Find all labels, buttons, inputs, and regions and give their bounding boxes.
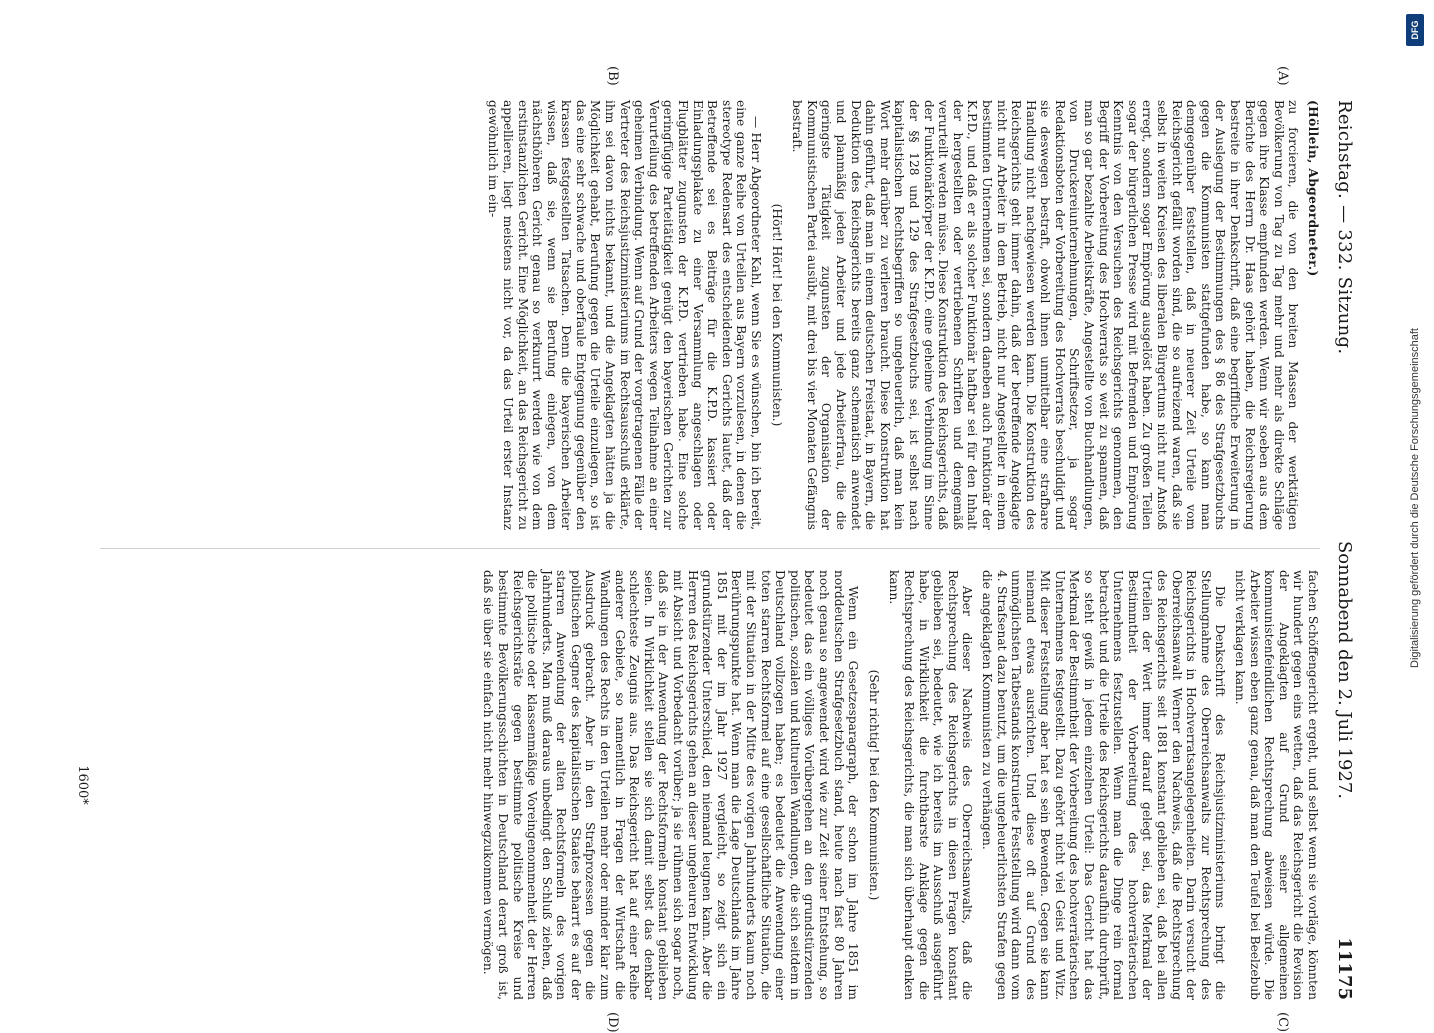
right-interjection: (Sehr richtig! bei den Kommunisten.) <box>866 669 881 901</box>
left-paragraph-2: — Herr Abgeordneter Kahl, wenn Sie es wünschen, bin ich bereit, eine ganze Reihe von Urteilen aus Bayern vorzulesen, in denen die stereotype Redensart des entscheidenden Gerichts lautet, daß der Betreffende sei es Beiträge für die K.P.D. kassiert oder Einladungsplakate zu einer Versammlung angeschlagen oder Flugblätter zugunsten der K.P.D. vertrieben habe. Eine solche geringfügige Parteitätigkeit genügt den bayerischen Gerichten zur Verurteilung des betreffenden Arbeiters wegen Teilnahme an einer geheimen Verbindung. Wenn auf Grund der vorgetragenen Fälle der Vertreter des Reichsjustizministeriums im Rechtsausschuß erklärte, ihm sei davon nichts bekannt, und die Angeklagten hätten ja die Möglichkeit gehabt, Berufung gegen die Urteile einzulegen, so ist das eine sehr schwache und oberfaule Entgegnung gegenüber den krassen festgestellten Tatsachen. Denn die bayerischen Arbeiter wissen, daß sie, wenn sie Berufung einlegen, von dem nächsthöheren Gericht genau so verknurrt werden wie von dem erstinstanzlichen Gericht. Eine Möglichkeit, an das Reichsgericht zu appellieren, liegt meistens nicht vor, da das Urteil erster Instanz gewöhnlich im ein- <box>486 100 764 530</box>
margin-letter-d: (D) <box>605 1012 620 1033</box>
margin-letter-b: (B) <box>605 66 620 86</box>
column-divider <box>100 548 1320 549</box>
margin-letter-c: (C) <box>1275 1012 1290 1033</box>
right-paragraph-2: Die Denkschrift des Reichsjustizministeriums bringt die Stellungnahme des Oberreichsanwalts zur Rechtsprechung des Reichsgerichts in Hochverratsangelegenheiten. Darin versucht der Oberreichsanwalt Werner den Nachweis, daß die Rechtsprechung des Reichsgerichts seit 1881 konstant geblieben sei, daß bei allen Urteilen der Wert immer darauf gelegt sei, das Merkmal der Bestimmtheit der Vorbereitung des hochverräterischen Unternehmens festzustellen. Wenn man die Dinge rein formal betrachtet und die Urteile des Reichsgerichts daraufhin durchprüft, so steht gewiß in jedem einzelnen Urteil: Das Gericht hat das Merkmal der Bestimmtheit der Vorbereitung des hochverräterischen Unternehmens festgestellt. Dazu gehört nicht viel Geist und Witz. Mit dieser Feststellung aber hat es sein Bewenden. Gegen sie kann niemand etwas ausrichten. Und diese oft auf Grund des unmöglichsten Tatbestands konstruierte Feststellung wird dann vom 4. Strafsenat dazu benutzt, um die ungeheuerlichsten Strafen gegen die angeklagten Kommunisten zu verhängen. <box>979 570 1228 1000</box>
header-date: Sonnabend den 2. Juli 1927. <box>1334 540 1355 800</box>
left-column <box>100 100 1320 530</box>
right-column <box>100 570 1320 1000</box>
right-paragraph-3: Aber dieser Nachweis des Oberreichsanwalts, daß die Rechtsprechung des Reichsgerichts in diesen Fragen konstant geblieben sei, bedeutet, wie ich bereits im Ausschuß ausgeführt habe, in Wirklichkeit die furchtbarste Anklage gegen die Rechtsprechung des Reichsgerichts, die man sich überhaupt denken kann. <box>887 570 975 1000</box>
digitization-credit-strip <box>1402 8 1428 992</box>
rotated-document-page <box>60 66 1360 1033</box>
dfg-logo-text: DFG <box>1410 20 1420 40</box>
dfg-logo <box>1406 14 1424 46</box>
right-paragraph-4: Wenn ein Gesetzesparagraph, der schon im Jahre 1851 im norddeutschen Strafgesetzbuch stand, heute nach fast 80 Jahren noch genau so angewendet wird wie zur Zeit seiner Entstehung, so bedeutet das ein völliges Vorübergehen an den grundstürzenden politischen, sozialen und kulturellen Wandlungen, die sich seitdem in Deutschland vollzogen haben; es bedeutet die Anwendung einer toten starren Rechtsformel auf eine gesellschaftliche Situation, die mit der Situation in der Mitte des vorigen Jahrhunderts kaum noch Berührungspunkte hat. Wenn man die Lage Deutschlands im Jahre 1851 mit der im Jahr 1927 vergleicht, so zeigt sich ein grundstürzender Unterschied, den niemand leugnen kann. Aber die Herren des Reichsgerichts gehen an dieser ungeheuren Entwicklung mit Absicht und Vorbedacht vorüber; ja sie rühmen sich sogar noch, daß sie in der Anwendung der Rechtsformeln konstant geblieben seien. In Wirklichkeit stellen sie sich damit selbst das denkbar schlechteste Zeugnis aus. Das Reichsgericht hat auf einer Reihe anderer Gebiete, so namentlich in Fragen der Wirtschaft die Wandlungen des Rechts in den Urteilen mehr oder minder klar zum Ausdruck gebracht. Aber in den Strafprozessen gegen die politischen Gegner des kapitalistischen Staates beharrt es auf der starren Anwendung der alten Rechtsformeln des vorigen Jahrhunderts. Man muß daraus unbedingt den Schluß ziehen, daß die politische oder klassenmäßige Voreingenommenheit der Herren Reichsgerichtsräte gegen bestimmte politische Kreise und bestimmte Bevölkerungsschichten in Deutschland derart groß ist, daß sie über sie einfach nicht mehr hinwegzukommen vermögen. <box>481 570 861 1000</box>
page-header <box>1328 100 1360 1000</box>
header-page-number: 11175 <box>1334 937 1355 1000</box>
left-paragraph-1: zu forcieren, die von den breiten Massen der werktätigen Bevölkerung von Tag zu Tag mehr und mehr als direkte Schläge gegen ihre Klasse empfunden werden. Wenn wir soeben aus dem Berichte des Herrn Dr. Haas gehört haben, die Reichsregierung bestreite in ihrer Denkschrift, daß eine begriffliche Erweiterung in der Auslegung der Bestimmungen des § 86 des Strafgesetzbuchs gegen die Kommunisten stattgefunden habe, so kann man demgegenüber feststellen, daß in neuerer Zeit Urteile vom Reichsgericht gefällt worden sind, die so aufreizend waren, daß sie selbst in weiten Kreisen des liberalen Bürgertums nicht nur Anstoß erregt, sondern sogar Empörung ausgelöst haben. Zu großen Teilen sogar der bürgerlichen Presse wird mit Befremden und Empörung Kenntnis von den Versuchen des Reichsgerichts genommen, den Begriff der Vorbereitung des Hochverrats so weit zu spannen, daß man so gar bezahlte Arbeitskräfte, Angestellte von Buchhandlungen, von Druckereiunternehmungen, Schriftsetzer, ja sogar Redaktionsboten der Vorbereitung des Hochverrats beschuldigt und sie deswegen bestraft, obwohl ihnen unmittelbar eine strafbare Handlung nicht nachgewiesen werden kann. Die Konstruktion des Reichsgerichts geht immer dahin, daß der betreffende Angeklagte nicht nur Arbeiter in dem Betrieb, nicht nur Angestellter in einem bestimmten Unternehmen sei, sondern daneben auch Funktionär der K.P.D., und daß er als solcher Funktionär haftbar sei für den Inhalt der hergestellten oder vertriebenen Schriften und demgemäß verurteilt werden müsse. Diese Konstruktion des Reichsgerichts, daß der Funktionärkörper der K.P.D. eine geheime Verbindung im Sinne der §§ 128 und 129 des Strafgesetzbuchs sei, ist selbst nach kapitalistischen Rechtsbegriffen so ungeheuerlich, daß man kein Wort mehr darüber zu verlieren braucht. Diese Konstruktion hat dahin geführt, daß man in einem deutschen Freistaat, in Bayern, die Deduktion des Reichsgerichts bereits ganz schematisch anwendet und planmäßig jeden Arbeiter und jede Arbeiterfrau, die die geringste Tätigkeit zugunsten der Organisation der Kommunistischen Partei ausübt, mit drei bis vier Monaten Gefängnis bestraft. <box>790 100 1301 530</box>
header-session: Reichstag. — 332. Sitzung. <box>1334 100 1355 355</box>
left-interjection: (Hört! Hört! bei den Kommunisten.) <box>769 203 784 427</box>
margin-letter-a: (A) <box>1275 66 1290 86</box>
sheet-number: 1600* <box>75 765 90 805</box>
digitization-credit-text: Digitalisierung gefördert durch die Deutsche Forschungsgemeinschaft <box>1409 328 1421 668</box>
speaker-attribution: (Höllein, Abgeordneter.) <box>1306 100 1320 277</box>
right-paragraph-1: fachen Schöffengericht ergeht, und selbst wenn sie vorläge, könnten wir hundert gegen eins wetten, daß das Reichsgericht die Revision der Angeklagten auf Grund seiner allgemeinen kommunistenfeindlichen Rechtsprechung abweisen würde. Die Arbeiter wissen eben ganz genau, daß man den Teufel bei Beelzebub nicht verklagen kann. <box>1233 570 1320 1000</box>
